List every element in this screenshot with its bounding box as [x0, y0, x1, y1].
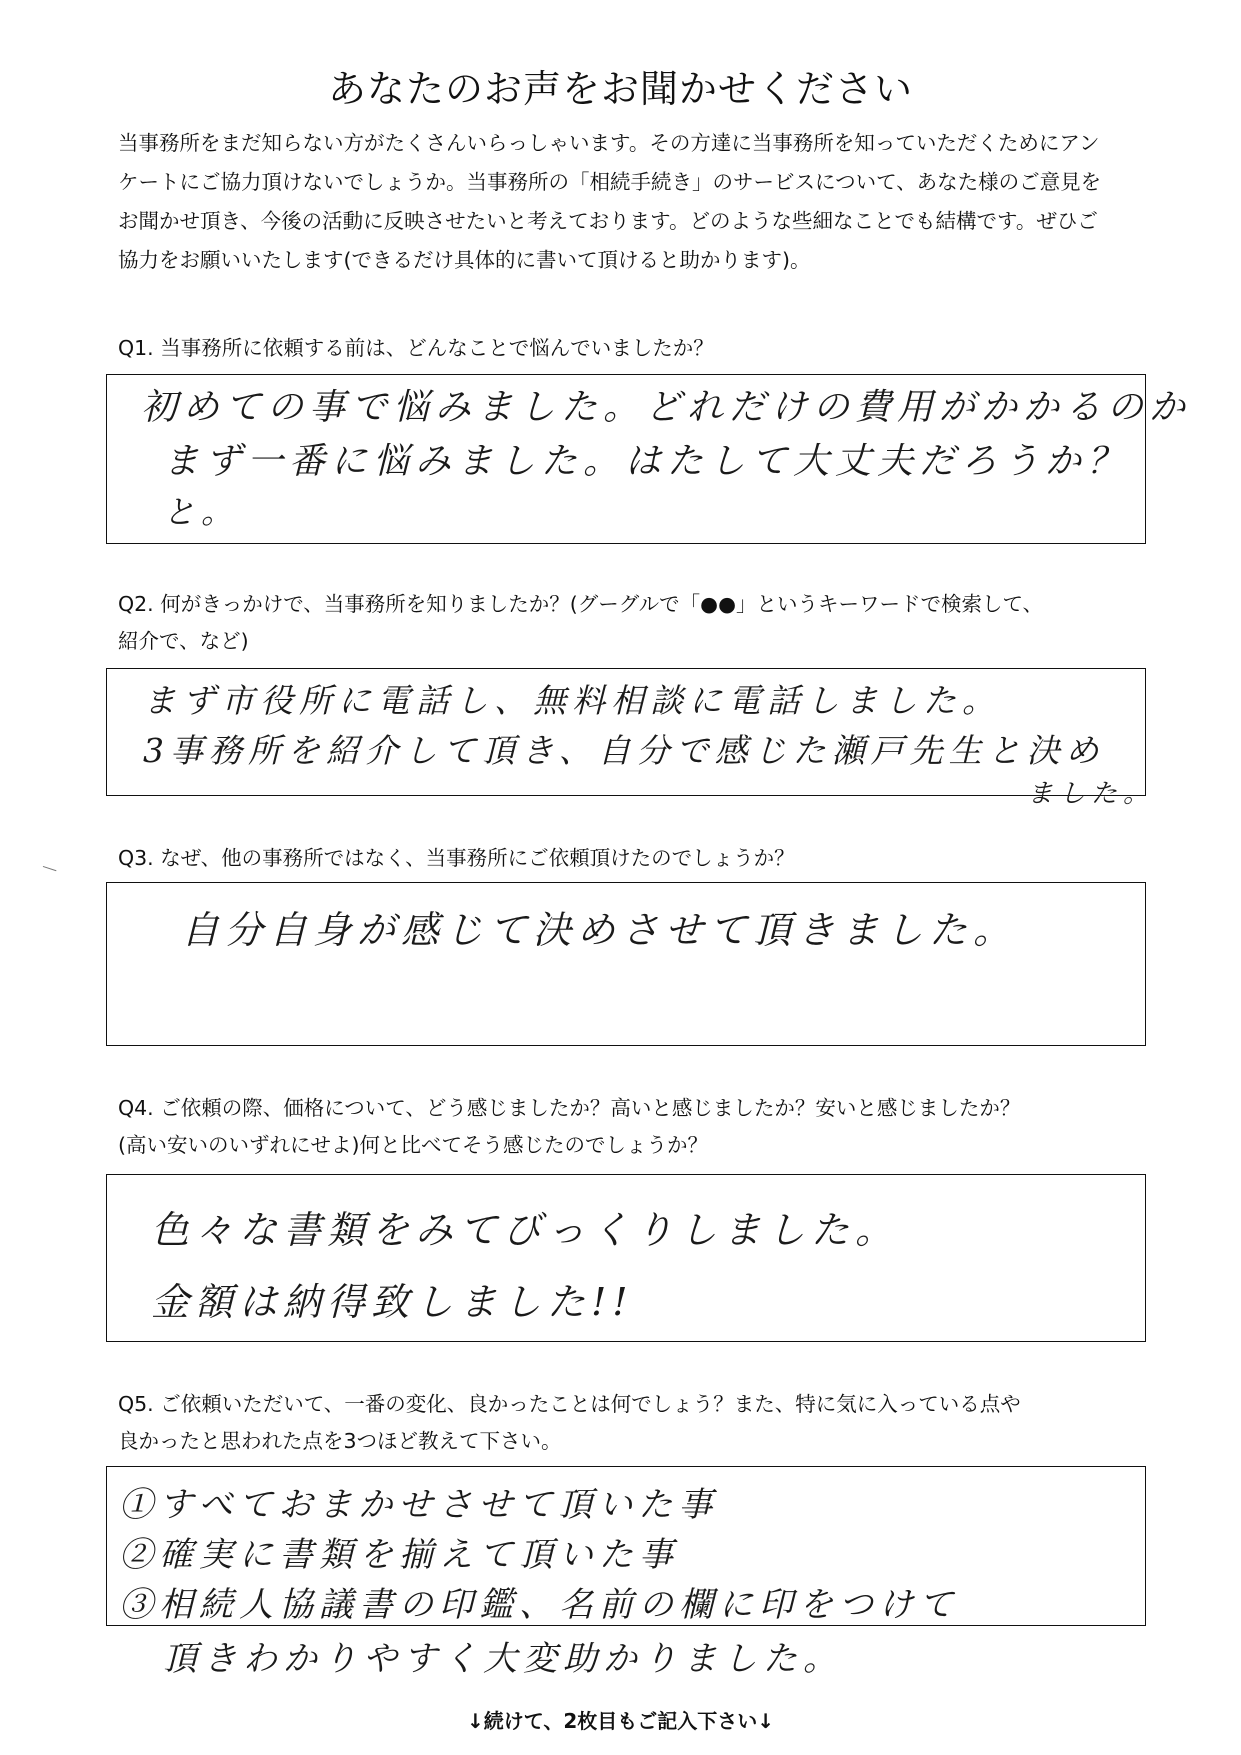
handwritten-line: 3事務所を紹介して頂き、自分で感じた瀬戸先生と決め [143, 731, 1105, 770]
scan-speck [42, 866, 57, 875]
continue-note: ↓続けて、2枚目もご記入下さい↓ [466, 1709, 775, 1733]
answer-box-2 [106, 668, 1156, 809]
question-line: Q5. ご依頼いただいて、一番の変化、良かったことは何でしょう？また、特に気に入っている点や [118, 1392, 1021, 1416]
answer-box-5 [106, 1466, 1146, 1679]
question-line: Q4. ご依頼の際、価格について、どう感じましたか？高いと感じましたか？安いと感じましたか？ [118, 1096, 1021, 1120]
handwritten-line: と。 [163, 493, 240, 531]
question-line: Q1. 当事務所に依頼する前は、どんなことで悩んでいましたか？ [118, 336, 714, 360]
intro-line: 協力をお願いいたします(できるだけ具体的に書いて頂けると助かります)。 [118, 248, 811, 272]
question-2 [118, 586, 1148, 660]
intro-line: ケートにご協力頂けないでしょうか。当事務所の「相続手続き」のサービスについて、あなた様のご意見を [118, 170, 1102, 194]
handwritten-line: ①すべておまかせさせて頂いた事 [119, 1485, 719, 1525]
question-line: 良かったと思われた点を3つほど教えて下さい。 [118, 1429, 562, 1453]
handwritten-line: まず市役所に電話し、無料相談に電話しました。 [143, 681, 1001, 720]
handwritten-line: 金額は納得致しました!! [151, 1280, 634, 1324]
question-3 [118, 840, 1148, 877]
intro-text [118, 124, 1138, 280]
handwritten-line: 頂きわかりやすく大変助かりました。 [163, 1639, 843, 1679]
handwritten-line: 色々な書類をみてびっくりしました。 [151, 1208, 900, 1252]
handwritten-line: ③相続人協議書の印鑑、名前の欄に印をつけて [119, 1585, 959, 1625]
question-line: Q3. なぜ、他の事務所ではなく、当事務所にご依頼頂けたのでしょうか？ [118, 846, 795, 870]
question-line: (高い安いのいずれにせよ)何と比べてそう感じたのでしょうか？ [118, 1133, 708, 1157]
question-line: 紹介で、など) [118, 629, 249, 653]
handwritten-line: 初めての事で悩みました。どれだけの費用がかかるのか [141, 387, 1192, 428]
handwritten-line: 自分自身が感じて決めさせて頂きました。 [181, 908, 1018, 952]
handwritten-line: ②確実に書類を揃えて頂いた事 [119, 1535, 679, 1575]
page-title: あなたのお声をお聞かせください [327, 67, 913, 111]
handwritten-line: まず一番に悩みました。はたして大丈夫だろうか？ [163, 441, 1130, 482]
question-5 [118, 1386, 1148, 1460]
question-line: Q2. 何がきっかけで、当事務所を知りましたか？(グーグルで「●●」というキーワードで検索して、 [118, 592, 1044, 616]
answer-box-1 [106, 374, 1192, 544]
question-4 [118, 1090, 1148, 1164]
handwritten-line: ました。 [1027, 779, 1156, 809]
intro-line: 当事務所をまだ知らない方がたくさんいらっしゃいます。その方達に当事務所を知っていただくためにアン [118, 131, 1100, 155]
answer-box-3 [106, 882, 1146, 1046]
intro-line: お聞かせ頂き、今後の活動に反映させたいと考えております。どのような些細なことでも結構です。ぜひご [118, 209, 1098, 233]
answer-box-4 [106, 1174, 1146, 1342]
question-1 [118, 330, 1148, 367]
